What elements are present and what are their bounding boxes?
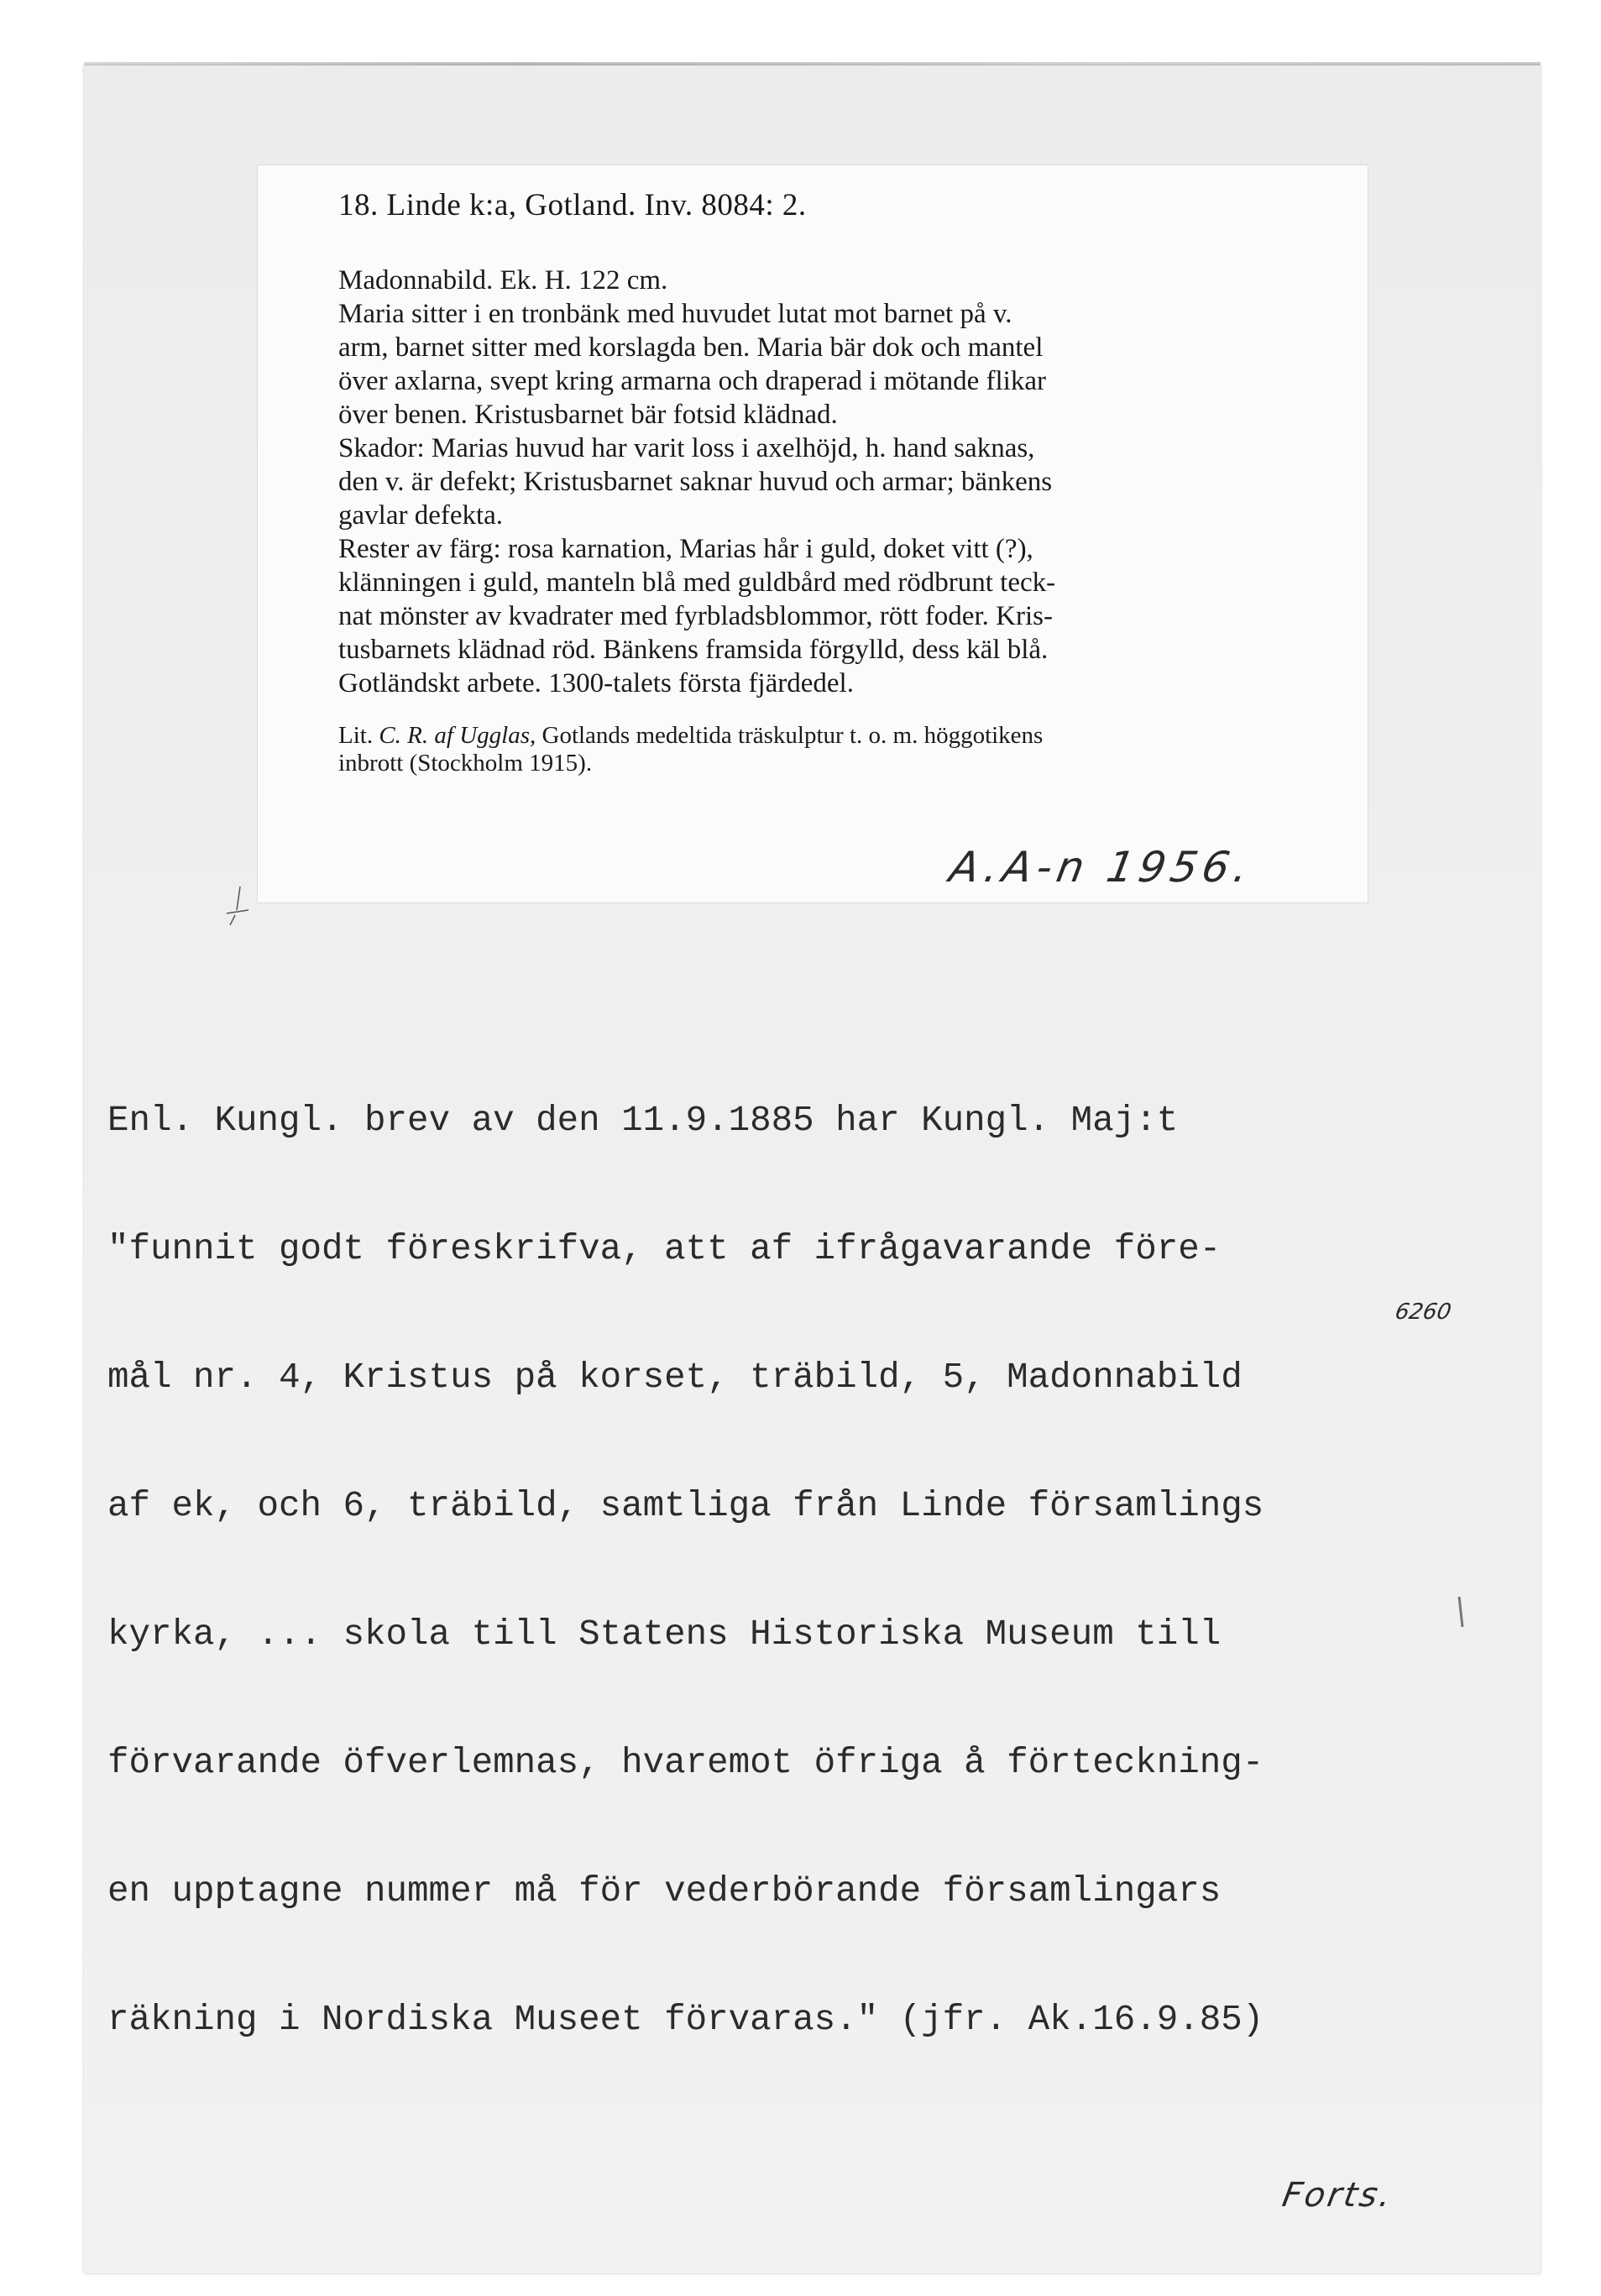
- ink-smudge: [1457, 1595, 1465, 1629]
- label-line: arm, barnet sitter med korslagda ben. Maria bär dok och mantel: [338, 332, 1044, 363]
- label-line: Skador: Marias huvud har varit loss i axelhöjd, h. hand saknas,: [338, 433, 1035, 463]
- handwritten-forts: Forts.: [1279, 2176, 1397, 2215]
- lit-prefix: Lit.: [338, 722, 379, 749]
- label-line: nat mönster av kvadrater med fyrbladsblommor, rött foder. Kris-: [338, 601, 1053, 631]
- typed-line: Enl. Kungl. brev av den 11.9.1885 har Kungl. Maj:t: [107, 1101, 1179, 1141]
- typed-line: en upptagne nummer må för vederbörande församlingars: [107, 1871, 1222, 1912]
- label-line: Madonnabild. Ek. H. 122 cm.: [338, 265, 668, 295]
- label-paragraph-damage: [338, 431, 1334, 532]
- typed-line: kyrka, ... skola till Statens Historiska Museum till: [107, 1614, 1222, 1655]
- label-line: tusbarnets klädnad röd. Bänkens framsida förgylld, dess käl blå.: [338, 635, 1049, 665]
- label-line: Maria sitter i en tronbänk med huvudet lutat mot barnet på v.: [338, 299, 1012, 329]
- label-line: den v. är defekt; Kristusbarnet saknar huvud och armar; bänkens: [338, 467, 1053, 497]
- label-line: över axlarna, svept kring armarna och draperad i mötande flikar: [338, 366, 1046, 396]
- label-line: klänningen i guld, manteln blå med guldbård med rödbrunt teck-: [338, 567, 1056, 598]
- label-line: Rester av färg: rosa karnation, Marias hår i guld, doket vitt (?),: [338, 534, 1033, 564]
- label-paragraph-description: [338, 264, 1334, 431]
- lit-title-cont: inbrott (Stockholm 1915).: [338, 750, 593, 777]
- pencil-mark: [225, 885, 250, 927]
- handwritten-number: 6260: [1393, 1300, 1453, 1325]
- label-heading: 18. Linde k:a, Gotland. Inv. 8084: 2.: [338, 188, 807, 222]
- label-line: över benen. Kristusbarnet bär fotsid klädnad.: [338, 400, 838, 430]
- typed-note: [107, 1014, 1484, 2084]
- label-paragraph-colour: [338, 532, 1334, 700]
- catalogue-label: [257, 165, 1368, 903]
- typed-line: räkning i Nordiska Museet förvaras." (jfr. Ak.16.9.85): [107, 2000, 1264, 2040]
- label-literature: [338, 722, 1334, 777]
- lit-title: Gotlands medeltida träskulptur t. o. m. höggotikens: [536, 722, 1044, 749]
- label-description: [338, 264, 1334, 700]
- typed-line: förvarande öfverlemnas, hvaremot öfriga å förteckning-: [107, 1743, 1264, 1783]
- lit-author: C. R. af Ugglas,: [379, 722, 536, 749]
- typed-line: mål nr. 4, Kristus på korset, träbild, 5, Madonnabild: [107, 1357, 1243, 1398]
- handwritten-signature-date: A.A-n 1956.: [945, 843, 1258, 892]
- typed-line: "funnit godt föreskrifva, att af ifrågavarande före-: [107, 1229, 1222, 1269]
- typed-line: af ek, och 6, träbild, samtliga från Linde församlings: [107, 1486, 1264, 1526]
- label-line: Gotländskt arbete. 1300-talets första fjärdedel.: [338, 668, 854, 698]
- label-line: gavlar defekta.: [338, 500, 504, 531]
